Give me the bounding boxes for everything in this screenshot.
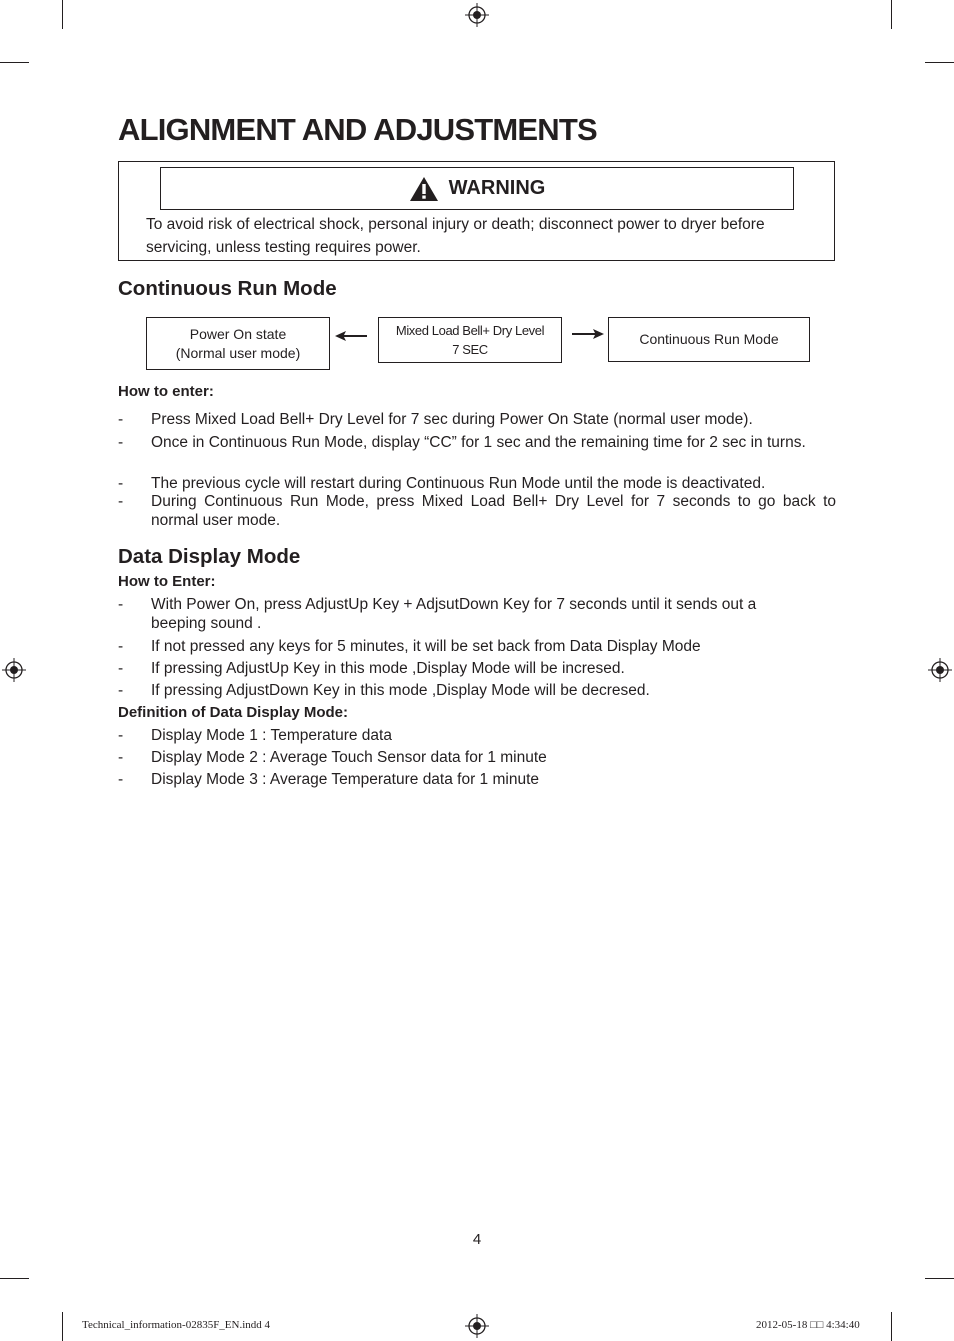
list-item: - Display Mode 1 : Temperature data [118, 726, 836, 745]
flow-box-power-on [146, 317, 330, 370]
list-item: - If not pressed any keys for 5 minutes, it will be set back from Data Display Mode [118, 637, 836, 656]
flow-box-key-combo-line2: 7 SEC [452, 342, 488, 357]
warning-header [160, 167, 794, 210]
registration-mark-icon [465, 3, 489, 27]
list-item: - Display Mode 2 : Average Touch Sensor data for 1 minute [118, 748, 836, 767]
list-item: - Press Mixed Load Bell+ Dry Level for 7 sec during Power On State (normal user mode). [118, 410, 836, 429]
list-item-text: With Power On, press AdjustUp Key + AdjsutDown Key for 7 seconds until it sends out a beeping sound . [151, 596, 757, 632]
crop-mark [925, 1278, 954, 1279]
list-item-text: Press Mixed Load Bell+ Dry Level for 7 sec during Power On State (normal user mode). [151, 411, 753, 428]
crop-mark [62, 1312, 63, 1341]
list-item: - With Power On, press AdjustUp Key + AdjsutDown Key for 7 seconds until it sends out a beeping sound . [118, 595, 798, 633]
slug-timestamp: 2012-05-18 □□ 4:34:40 [756, 1319, 860, 1331]
list-item-text: If pressing AdjustDown Key in this mode ,Display Mode will be decresed. [151, 682, 650, 699]
flow-box-continuous-run-label: Continuous Run Mode [639, 331, 779, 347]
registration-mark-icon [928, 658, 952, 682]
registration-mark-icon [2, 658, 26, 682]
list-item-text: If not pressed any keys for 5 minutes, it will be set back from Data Display Mode [151, 638, 701, 655]
flow-box-power-on-line1: Power On state [189, 325, 287, 342]
how-to-enter-label: How to Enter: [118, 573, 216, 590]
crop-mark [62, 0, 63, 29]
data-display-heading: Data Display Mode [118, 545, 301, 568]
flow-box-key-combo [378, 317, 562, 363]
warning-triangle-icon [409, 176, 439, 202]
list-item-text: Display Mode 2 : Average Touch Sensor data for 1 minute [151, 749, 547, 766]
definition-label: Definition of Data Display Mode: [118, 704, 349, 721]
registration-mark-icon [465, 1314, 489, 1338]
list-item-text: If pressing AdjustUp Key in this mode ,Display Mode will be incresed. [151, 660, 625, 677]
list-item: - The previous cycle will restart during Continuous Run Mode until the mode is deactivated. [118, 474, 836, 493]
crop-mark [925, 62, 954, 63]
list-item: - If pressing AdjustUp Key in this mode ,Display Mode will be incresed. [118, 659, 836, 678]
list-item: - If pressing AdjustDown Key in this mode ,Display Mode will be decresed. [118, 681, 836, 700]
warning-label: WARNING [448, 177, 546, 199]
list-item-text: Once in Continuous Run Mode, display “CC” for 1 sec and the remaining time for 2 sec in turns. [151, 434, 806, 451]
flow-box-continuous-run [608, 317, 810, 362]
list-item: - Once in Continuous Run Mode, display “CC” for 1 sec and the remaining time for 2 sec in turns. [118, 433, 836, 452]
right-arrow-icon [570, 326, 606, 342]
crop-mark [0, 62, 29, 63]
slug-filename: Technical_information-02835F_EN.indd 4 [82, 1319, 271, 1331]
list-item-text: The previous cycle will restart during Continuous Run Mode until the mode is deactivated. [151, 475, 766, 492]
how-to-enter-label: How to enter: [118, 383, 214, 400]
flow-box-key-combo-line1: Mixed Load Bell+ Dry Level [395, 323, 545, 338]
crop-mark [891, 0, 892, 29]
page-number: 4 [472, 1231, 482, 1248]
list-item: - Display Mode 3 : Average Temperature data for 1 minute [118, 770, 836, 789]
list-item-text: During Continuous Run Mode, press Mixed Load Bell+ Dry Level for 7 seconds to go back to normal user mode. [151, 493, 836, 529]
crop-mark [0, 1278, 29, 1279]
list-item-text: Display Mode 3 : Average Temperature data for 1 minute [151, 771, 540, 788]
continuous-run-heading: Continuous Run Mode [118, 277, 337, 300]
warning-text: To avoid risk of electrical shock, personal injury or death; disconnect power to dryer before servicing, unless testing requires power. [146, 216, 765, 256]
flow-box-power-on-line2: (Normal user mode) [175, 344, 301, 361]
list-item: - During Continuous Run Mode, press Mixed Load Bell+ Dry Level for 7 seconds to go back to normal user mode. [118, 493, 836, 529]
list-item-text: Display Mode 1 : Temperature data [151, 727, 392, 744]
crop-mark [891, 1312, 892, 1341]
page-title: ALIGNMENT AND ADJUSTMENTS [118, 112, 597, 147]
left-arrow-icon [333, 328, 369, 344]
